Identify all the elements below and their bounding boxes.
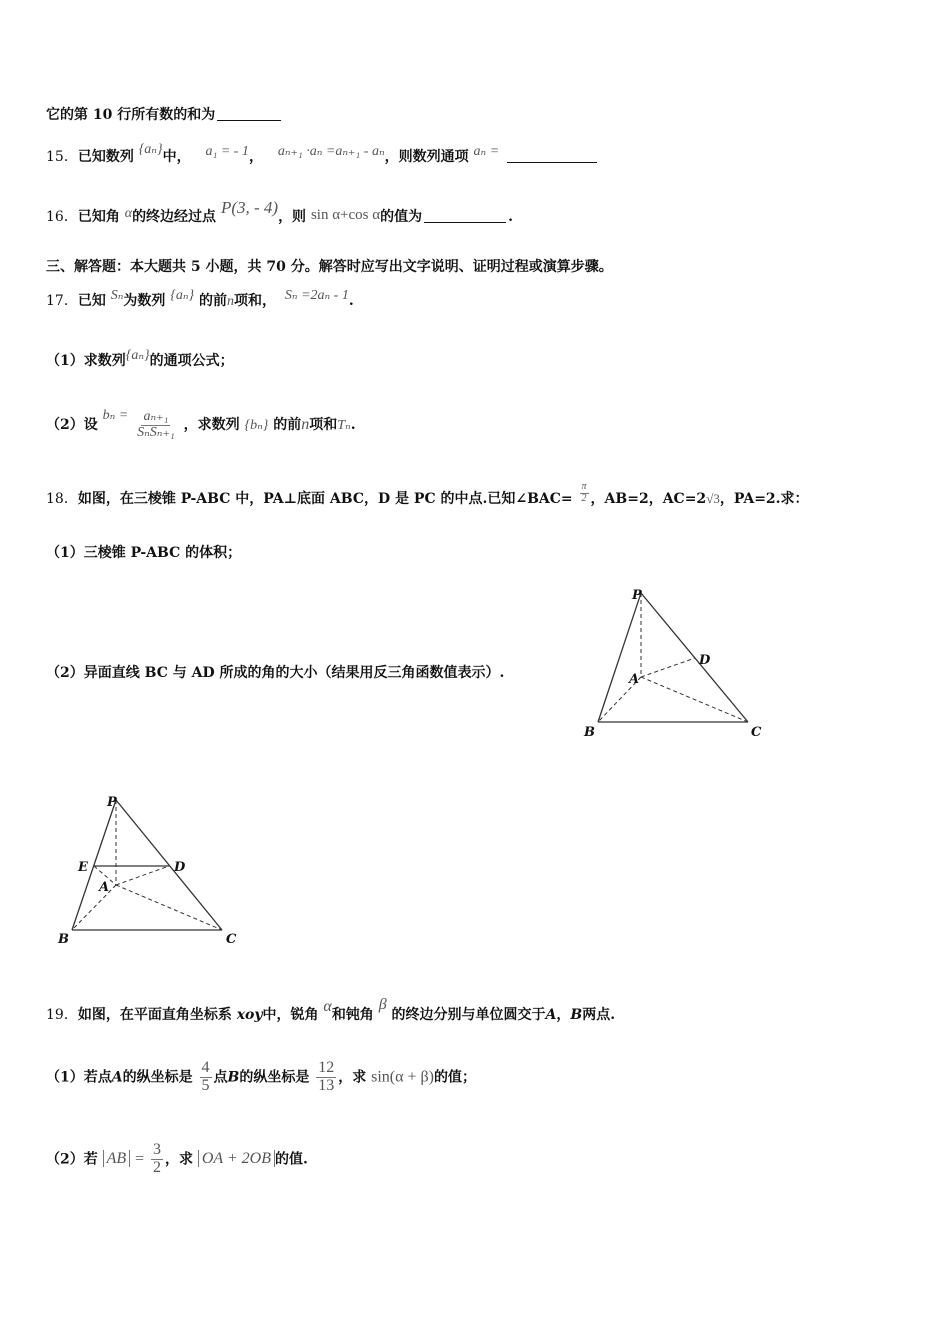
tetrahedron-figure-1 [578, 580, 778, 745]
answer-blank [507, 162, 597, 163]
q17-part2: （2）设 bₙ = $\frac{\text{aₙ₊₁}}{\text{SₙSₙ₊₁}}$ ，求数列 {bₙ} 的前n项和Tₙ. [46, 408, 356, 440]
point-p: P(3, - 4) [220, 198, 279, 217]
fig2-label-a: A [99, 880, 110, 895]
sum-relation: Sₙ =2aₙ - 1 [284, 288, 349, 303]
fig2-label-p: P [107, 795, 117, 810]
fraction-4-5: $\frac{4}{5}$ [201, 1059, 210, 1094]
question-15: 15．已知数列 {aₙ}中， a₁ = - 1， aₙ₊₁ ·aₙ =aₙ₊₁ - aₙ，则数列通项 aₙ = [46, 146, 599, 166]
question-18: 18．如图，在三棱锥 P-ABC 中，PA⊥底面 ABC，D 是 PC 的中点.已知∠BAC= $\frac{\pi}{2}$ ，AB=2，AC=2√3，PA=2.求： [46, 481, 809, 507]
question-16: 16．已知角 α的终边经过点 P(3, - 4)，则 sin α+cos α的值为 . [46, 198, 513, 225]
general-term: aₙ = [473, 144, 500, 159]
angle-fraction: $\frac{\pi}{2}$ [581, 481, 587, 504]
sin-expression: sin(α + β) [371, 1068, 434, 1086]
section-heading: 三、解答题：本大题共 5 小题，共 70 分。解答时应写出文字说明、证明过程或演算步骤。 [46, 259, 613, 275]
recurrence-relation: aₙ₊₁ ·aₙ =aₙ₊₁ - aₙ [277, 144, 385, 159]
answer-blank [217, 120, 281, 121]
q19-part1: （1）若点A的纵坐标是 $\frac{4}{5}$ 点B的纵坐标是 $\frac{12}{13}$ ，求 sin(α + β)的值； [46, 1059, 476, 1094]
ab-magnitude: AB [103, 1150, 131, 1167]
q14-tail: 它的第 10 行所有数的和为 [46, 104, 283, 124]
fig1-label-d: D [699, 653, 711, 668]
question-17: 17．已知 Sₙ为数列 {aₙ} 的前n项和， Sₙ =2aₙ - 1. [46, 288, 354, 309]
fig1-label-c: C [751, 725, 762, 740]
q18-part1: （1）三棱锥 P-ABC 的体积； [46, 545, 242, 561]
fig1-label-b: B [584, 725, 595, 740]
vector-magnitude: OA + 2OB [198, 1150, 275, 1167]
q17-part1: （1）求数列{aₙ}的通项公式； [46, 348, 234, 369]
fig2-label-e: E [78, 860, 88, 875]
fig1-label-p: P [632, 588, 642, 603]
q19-part2: （2）若 AB = $\frac{3}{2}$ ，求 OA + 2OB 的值. [46, 1141, 308, 1176]
fig1-label-a: A [629, 672, 640, 687]
condition-a1: a₁ = - 1 [205, 144, 249, 159]
answer-blank [424, 222, 506, 223]
fig2-label-d: D [174, 860, 186, 875]
tetrahedron-figure-2 [52, 788, 252, 953]
question-19: 19．如图，在平面直角坐标系 xoy中，锐角 α和钝角 β 的终边分别与单位圆交于A，B两点. [46, 996, 616, 1023]
q18-part2: （2）异面直线 BC 与 AD 所成的角的大小（结果用反三角函数值表示）. [46, 665, 505, 681]
fraction-12-13: $\frac{12}{13}$ [318, 1059, 335, 1094]
sequence-symbol: {aₙ} [138, 142, 163, 157]
fraction-3-2: $\frac{3}{2}$ [152, 1141, 161, 1176]
fig2-label-c: C [226, 932, 237, 947]
fig2-label-b: B [58, 932, 69, 947]
trig-expression: sin α+cos α [310, 207, 381, 223]
bn-fraction: $\frac{\text{aₙ₊₁}}{\text{SₙSₙ₊₁}}$ [137, 409, 175, 440]
